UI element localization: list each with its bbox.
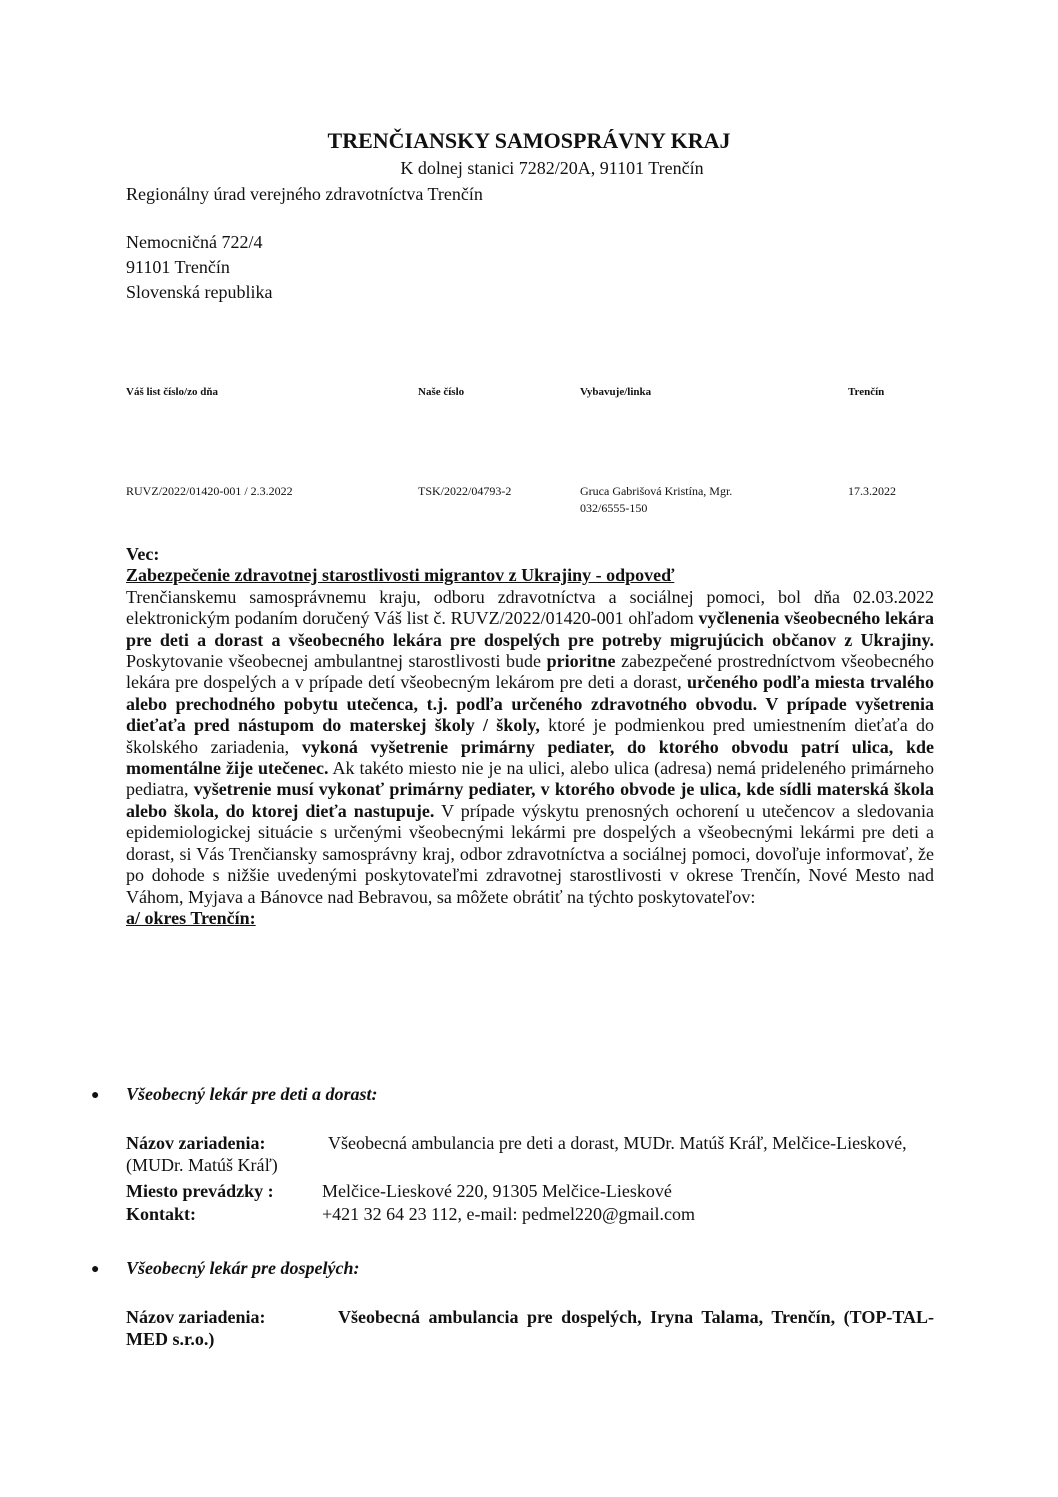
body-emphasis: vyčlenenia všeobecného lekára pre deti a dorast a všeobecného lekára pre dospelých pre potreby migrujúcich občanov z Ukrajiny. — [126, 608, 934, 650]
page-title: TRENČIANSKY SAMOSPRÁVNY KRAJ — [327, 128, 731, 153]
body-text: ktoré je podmienkou pred umiestnením dieťaťa do školského zariadenia, — [126, 715, 934, 757]
section-heading-children: Všeobecný lekár pre deti a dorast: — [126, 1084, 378, 1104]
subject-label: Vec: — [126, 544, 160, 564]
letter-body — [126, 544, 934, 929]
sender-address: K dolnej stanici 7282/20A, 91101 Trenčín — [400, 158, 704, 178]
bullet-icon: ● — [91, 1088, 100, 1103]
facility-name-value: Všeobecná ambulancia pre dospelých, Iryna Talama, Trenčín, (TOP-TAL-MED s.r.o.) — [126, 1307, 934, 1349]
body-text: Trenčianskemu samosprávnemu kraju, odboru zdravotníctva a sociálnej pomoci, bol dňa 02.03.2022 elektronickým podaním doručený Váš list č. RUVZ/2022/01420-001 ohľadom — [126, 586, 934, 629]
value-your-letter: RUVZ/2022/01420-001 / 2.3.2022 — [126, 484, 293, 498]
body-text: Ak takéto miesto nie je na ulici, alebo ulica (adresa) nemá prideleného primárneho pediatra, — [126, 758, 934, 800]
value-handler-phone: 032/6555-150 — [580, 501, 648, 515]
label-your-letter: Váš list číslo/zo dňa — [126, 386, 218, 398]
district-heading: a/ okres Trenčín: — [126, 907, 256, 928]
facility-name-label: Názov zariadenia: — [126, 1133, 266, 1153]
recipient-street: Nemocničná 722/4 — [126, 232, 263, 252]
body-emphasis: vykoná vyšetrenie primárny pediater, do ktorého obvodu patrí ulica, kde momentálne žije utečenec. — [126, 736, 934, 779]
body-text: zabezpečené prostredníctvom všeobecného lekára pre dospelých a v prípade detí všeobecným lekárom pre deti a dorast, — [126, 651, 934, 693]
facility-name-label: Názov zariadenia: — [126, 1307, 266, 1327]
facility-place-label: Miesto prevádzky : — [126, 1181, 274, 1201]
body-emphasis: prioritne — [546, 651, 616, 672]
facility-contact-value: +421 32 64 23 112, e-mail: pedmel220@gmail.com — [322, 1204, 695, 1224]
facility-place-value: Melčice-Lieskové 220, 91305 Melčice-Lieskové — [322, 1181, 672, 1201]
facility-name-children — [126, 1132, 934, 1176]
label-handler: Vybavuje/linka — [580, 386, 652, 398]
body-emphasis: vyšetrenie musí vykonať primárny pediater, v ktorého obvode je ulica, kde sídli materská škola alebo škola, do ktorej dieťa nastupuje. — [126, 779, 934, 821]
facility-place-children — [126, 1180, 934, 1202]
recipient-country: Slovenská republika — [126, 282, 273, 302]
section-heading-adults: Všeobecný lekár pre dospelých: — [126, 1258, 360, 1278]
bullet-icon: ● — [91, 1262, 100, 1277]
facility-name-value: Všeobecná ambulancia pre deti a dorast, MUDr. Matúš Kráľ, Melčice-Lieskové, (MUDr. Matúš Kráľ) — [126, 1133, 907, 1175]
value-handler-name: Gruca Gabrišová Kristína, Mgr. — [580, 484, 733, 498]
label-place: Trenčín — [848, 386, 885, 398]
facility-contact-label: Kontakt: — [126, 1204, 197, 1224]
label-our-number: Naše číslo — [418, 386, 465, 398]
recipient-city: 91101 Trenčín — [126, 257, 230, 277]
facility-name-adults — [126, 1306, 934, 1350]
facility-contact-children — [126, 1203, 934, 1225]
body-paragraph — [126, 587, 934, 908]
value-our-number: TSK/2022/04793-2 — [418, 484, 512, 498]
body-emphasis: určeného podľa miesta trvalého alebo prechodného pobytu utečenca, t.j. podľa určeného zdravotného obvodu. V prípade vyšetrenia dieťaťa pred nástupom do materskej školy / školy, — [126, 672, 934, 736]
recipient-name: Regionálny úrad verejného zdravotníctva Trenčín — [126, 184, 483, 204]
body-text: Poskytovanie všeobecnej ambulantnej starostlivosti bude — [126, 651, 547, 672]
body-text: V prípade výskytu prenosných ochorení u utečencov a sledovania epidemiologickej situácie s určenými všeobecnými lekármi pre dospelých a všeobecnými lekármi pre deti a dorast, si Vás Trenčiansky samosprávny kraj, odbor zdravotníctva a sociálnej pomoci, dovoľuje informovať, že po dohode s nižšie uvedenými poskytovateľmi zdravotnej starostlivosti v okrese Trenčín, Nové Mesto nad Váhom, Myjava a Bánovce nad Bebravou, sa môžete obrátiť na týchto poskytovateľov: — [126, 800, 934, 907]
value-date: 17.3.2022 — [848, 484, 896, 498]
subject-title: Zabezpečenie zdravotnej starostlivosti migrantov z Ukrajiny - odpoveď — [126, 565, 675, 586]
